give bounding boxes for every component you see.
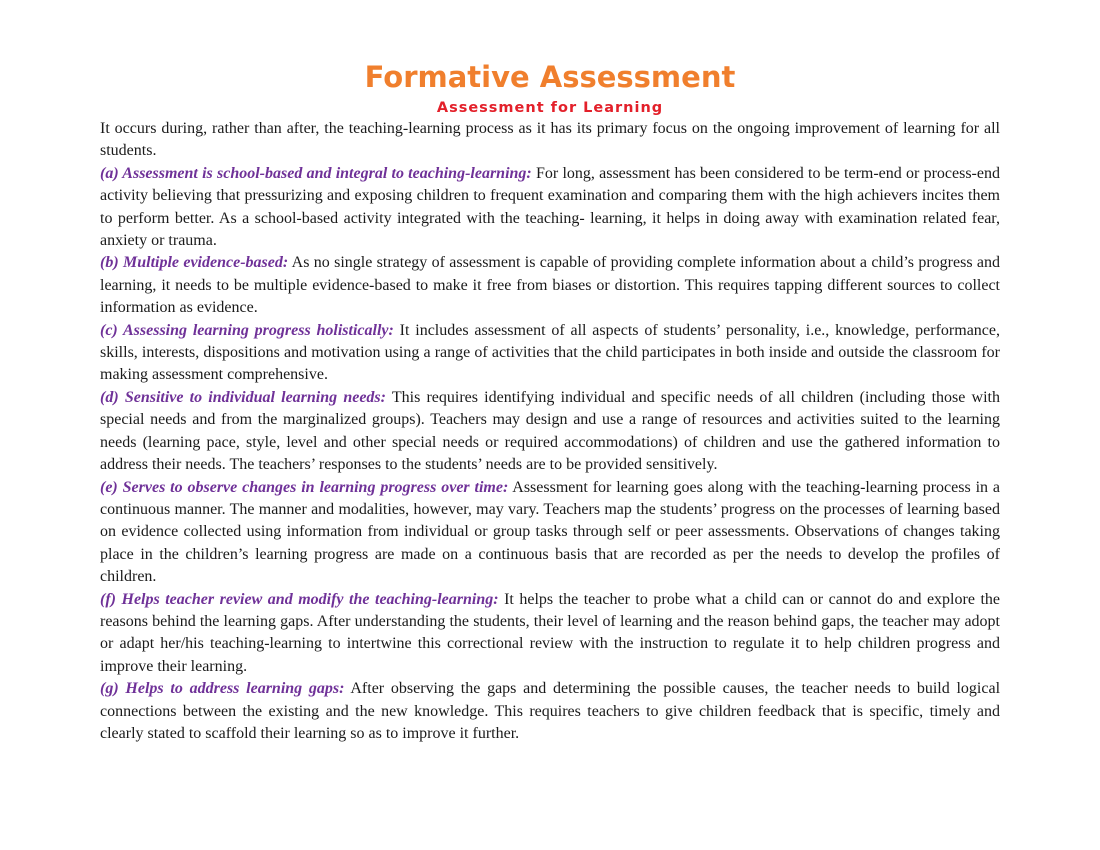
item-paragraph-e [100, 477, 1000, 589]
item-paragraph-f [100, 589, 1000, 679]
item-text-a: For long, assessment has been considered to be term-end or process-end activity believing that pressurizing and exposing children to frequent examination and comparing them with the high achievers incites them to perform better. As a school-based activity integrated with the teaching- learning, it helps in doing away with examination related fear, anxiety or trauma. [100, 164, 1000, 250]
item-heading-b: (b) Multiple evidence-based: [100, 254, 289, 272]
page-subtitle: Assessment for Learning [436, 100, 664, 116]
item-text-g: After observing the gaps and determining the possible causes, the teacher needs to build logical connections between the existing and the new knowledge. This requires teachers to give children feedback that is specific, timely and clearly stated to scaffold their learning so as to improve it further. [100, 680, 1001, 742]
item-paragraph-d [100, 387, 1000, 477]
item-text-b: As no single strategy of assessment is capable of providing complete information about a child’s progress and learning, it needs to be multiple evidence-based to make it free from biases or distortion. This requires tapping different sources to collect information as evidence. [100, 254, 1001, 317]
document-page [100, 58, 1000, 745]
item-paragraph-b [100, 252, 1000, 319]
item-paragraph-g [100, 678, 1000, 745]
item-paragraph-a [100, 163, 1000, 253]
item-heading-g: (g) Helps to address learning gaps: [100, 680, 345, 698]
item-heading-c: (c) Assessing learning progress holistically: [100, 321, 394, 339]
item-heading-f: (f) Helps teacher review and modify the teaching-learning: [100, 590, 499, 608]
item-heading-d: (d) Sensitive to individual learning needs: [100, 388, 386, 406]
page-title: Formative Assessment [364, 60, 736, 94]
document-body [100, 118, 1000, 745]
item-text-c: It includes assessment of all aspects of students’ personality, i.e., knowledge, performance, skills, interests, dispositions and motivation using a range of activities that the child participates in both inside and outside the classroom for making assessment comprehensive. [100, 321, 1000, 384]
item-text-d: This requires identifying individual and specific needs of all children (including those with special needs and from the marginalized groups). Teachers may design and use a range of resources and activities suited to the learning needs (learning pace, style, level and other special needs or required accommodations) of children and use the gathered information to address their needs. The teachers’ responses to the students’ needs are to be provided sensitively. [100, 388, 1000, 474]
intro-paragraph: It occurs during, rather than after, the teaching-learning process as it has its primary focus on the ongoing improvement of learning for all students. [100, 120, 1000, 160]
item-text-f: It helps the teacher to probe what a child can or cannot do and explore the reasons behind the learning gaps. After understanding the students, their level of learning and the reason behind gaps, the teacher may adopt or adapt her/his teaching-learning to intertwine this correctional review with the instruction to regulate it to help children progress and improve their learning. [100, 590, 1000, 675]
item-text-e: Assessment for learning goes along with the teaching-learning process in a continuous manner. The manner and modalities, however, may vary. Teachers map the students’ progress on the processes of learning based on evidence collected using information from individual or group tasks through self or peer assessments. Observations of changes taking place in the children’s learning progress are made on a continuous basis that are recorded as per the needs to develop the profiles of children. [100, 478, 1000, 586]
item-heading-a: (a) Assessment is school-based and integral to teaching-learning: [100, 164, 532, 182]
item-paragraph-c [100, 320, 1000, 387]
item-heading-e: (e) Serves to observe changes in learning progress over time: [100, 478, 509, 496]
